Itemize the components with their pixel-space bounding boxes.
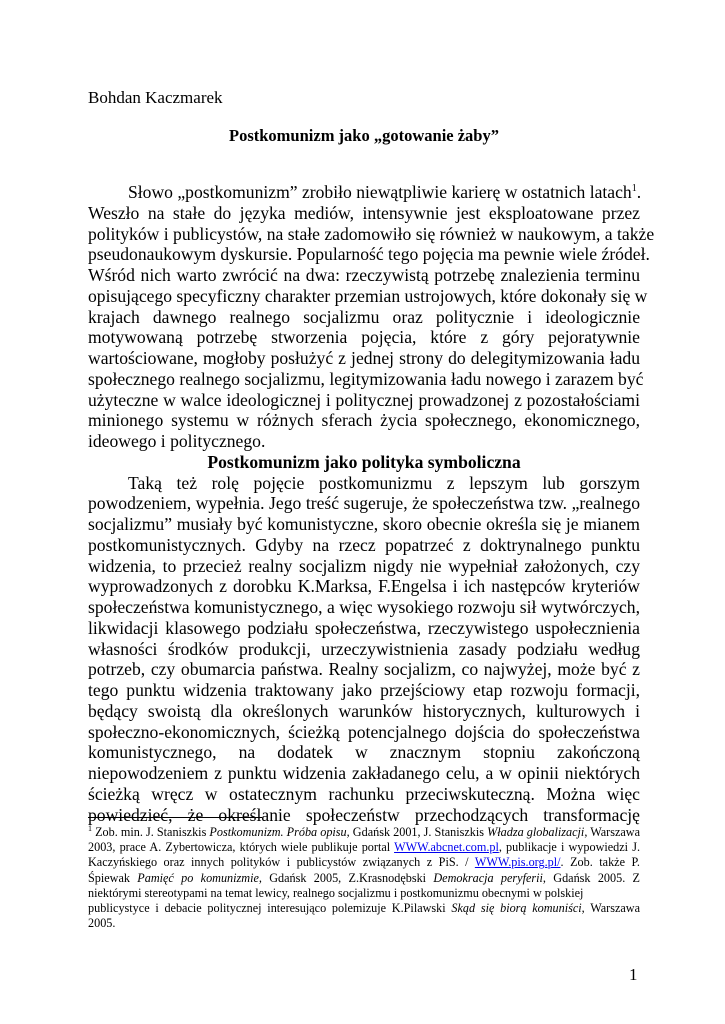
paragraph-2-line: niepowodzeniem z punktu widzenia zakładanego celu, a w opinii niektórych: [88, 763, 640, 783]
footnote-line: $^1$ Zob. min. J. Staniszkis Postkomunizm. Próba opisu, Gdańsk 2001, J. Staniszkis Władza globalizacji, Warszawa: [88, 824, 641, 839]
footnote-reference[interactable]: 1: [631, 183, 637, 194]
footnote-line: niektórymi stereotypami na temat lewicy, realnego socjalizmu i postkomunizmu obecnymi w polskiej: [88, 885, 584, 900]
document-body: [88, 182, 655, 825]
paragraph-2-line: postkomunistycznych. Gdyby na rzecz popatrzeć z doktrynalnego punktu: [88, 534, 640, 555]
author-name: Bohdan Kaczmarek: [88, 88, 223, 107]
paragraph-1-line: społecznego realnego socjalizmu, legitymizowania ładu nowego i zarazem być: [88, 368, 644, 389]
paragraph-2-line: ścieżką wręcz w ostatecznym rachunku przeciwskuteczną. Można więc: [88, 783, 640, 804]
paragraph-1-line: ideowego i politycznego.: [88, 431, 266, 451]
footnote-separator: [88, 817, 262, 818]
footnote-line: 2003, prace A. Zybertowicza, których wiele publikuje portal WWW.abcnet.com.pl, publikacje i wypowiedzi J.: [88, 840, 640, 855]
footnote-marker: 1: [88, 824, 92, 833]
paragraph-1-line: Wśród nich warto zwrócić na dwa: rzeczywistą potrzebę znalezienia terminu: [88, 265, 640, 285]
paragraph-1-line: polityków i publicystów, na stałe zadomowiło się również w naukowym, a także: [88, 223, 655, 244]
paragraph-2-line: będący swoistą dla określonych warunków historycznych, kulturowych i: [88, 700, 640, 721]
footnote-line: Śpiewak Pamięć po komunizmie, Gdańsk 2005, Z.Krasnodębski Demokracja peryferii, Gdańsk 2005. Z: [88, 870, 641, 885]
paragraph-2-line: likwidacji klasowego podziału społeczeństwa, rzeczywistego uspołecznienia: [88, 617, 640, 638]
footnote-line: Kaczyńskiego oraz innych polityków i publicystów związanych z PiS. / WWW.pis.org.pl/. Zob. także P.: [88, 855, 640, 870]
document-title: Postkomunizm jako „gotowanie żaby”: [229, 126, 499, 145]
pis-link[interactable]: WWW.pis.org.pl/: [474, 855, 561, 870]
paragraph-2-line: widzenia, to przecież realny socjalizm nigdy nie wypełniał założonych, czy: [88, 555, 640, 576]
abcnet-link[interactable]: WWW.abcnet.com.pl: [394, 840, 499, 855]
paragraph-1-line: użyteczne w walce ideologicznej i politycznej prowadzonej z pozostałościami: [88, 389, 640, 410]
paragraph-1-line: opisującego specyficzny charakter przemian ustrojowych, które dokonały się w: [88, 285, 648, 306]
paragraph-1-line: wartościowane, mogłoby posłużyć z jednej strony do delegitymizowania ładu: [88, 348, 640, 368]
paragraph-2-line: wyprowadzonych z dorobku K.Marksa, F.Engelsa i ich następców kryteriów: [88, 576, 640, 597]
paragraph-2-line: społeczeństwa komunistycznego, a więc wysokiego rozwoju sił wytwórczych,: [88, 597, 640, 617]
paragraph-1-line: Weszło na stałe do języka mediów, intensywnie jest eksploatowane przez: [88, 202, 640, 223]
paragraph-2-line: komunistycznego, na dodatek w znacznym stopniu zakończoną: [88, 742, 640, 763]
paragraph-1-line: Słowo „postkomunizm” zrobiło niewątpliwie karierę w ostatnich latach$^1$.: [128, 182, 642, 202]
page-number: 1: [629, 965, 638, 984]
paragraph-1-line: motywowaną potrzebę stworzenia pojęcia, które z góry pejoratywnie: [88, 327, 640, 348]
paragraph-1-line: krajach dawnego realnego socjalizmu oraz politycznie i ideologicznie: [88, 306, 640, 327]
paragraph-2-line: Taką też rolę pojęcie postkomunizmu z lepszym lub gorszym: [128, 472, 640, 493]
footnote-line: publicystyce i debacie politycznej interesująco polemizuje K.Pilawski Skąd się biorą komuniści, Warszawa: [88, 901, 641, 916]
paragraph-2-line: powiedzieć, że określanie społeczeństw przechodzących transformację: [88, 804, 640, 825]
paragraph-2-line: tego punktu widzenia traktowany jako przejściowy etap rozwoju formacji,: [88, 680, 640, 700]
paragraph-2-line: własności środków produkcji, urzeczywistnienia zasady podziału według: [88, 638, 640, 659]
section-heading: Postkomunizm jako polityka symboliczna: [207, 451, 521, 472]
paragraph-1-line: minionego systemu w różnych sferach życia społecznego, ekonomicznego,: [88, 410, 640, 431]
footnote: [88, 825, 640, 931]
paragraph-1-line: pseudonaukowym dyskursie. Popularność tego pojęcia ma pewnie wiele źródeł.: [88, 244, 650, 265]
paragraph-2-line: socjalizmu” musiały być komunistyczne, skoro obecnie określa się je mianem: [88, 514, 640, 534]
paragraph-2-line: powodzeniem, wypełnia. Jego treść sugeruje, że społeczeństwa tzw. „realnego: [88, 493, 640, 514]
paragraph-2-line: potrzeb, czy obumarcia państwa. Realny socjalizm, co najwyżej, może być z: [88, 659, 640, 680]
footnote-line: 2005.: [88, 916, 116, 931]
paragraph-2-line: społeczno-ekonomicznych, ścieżką potencjalnego dojścia do społeczeństwa: [88, 721, 640, 742]
